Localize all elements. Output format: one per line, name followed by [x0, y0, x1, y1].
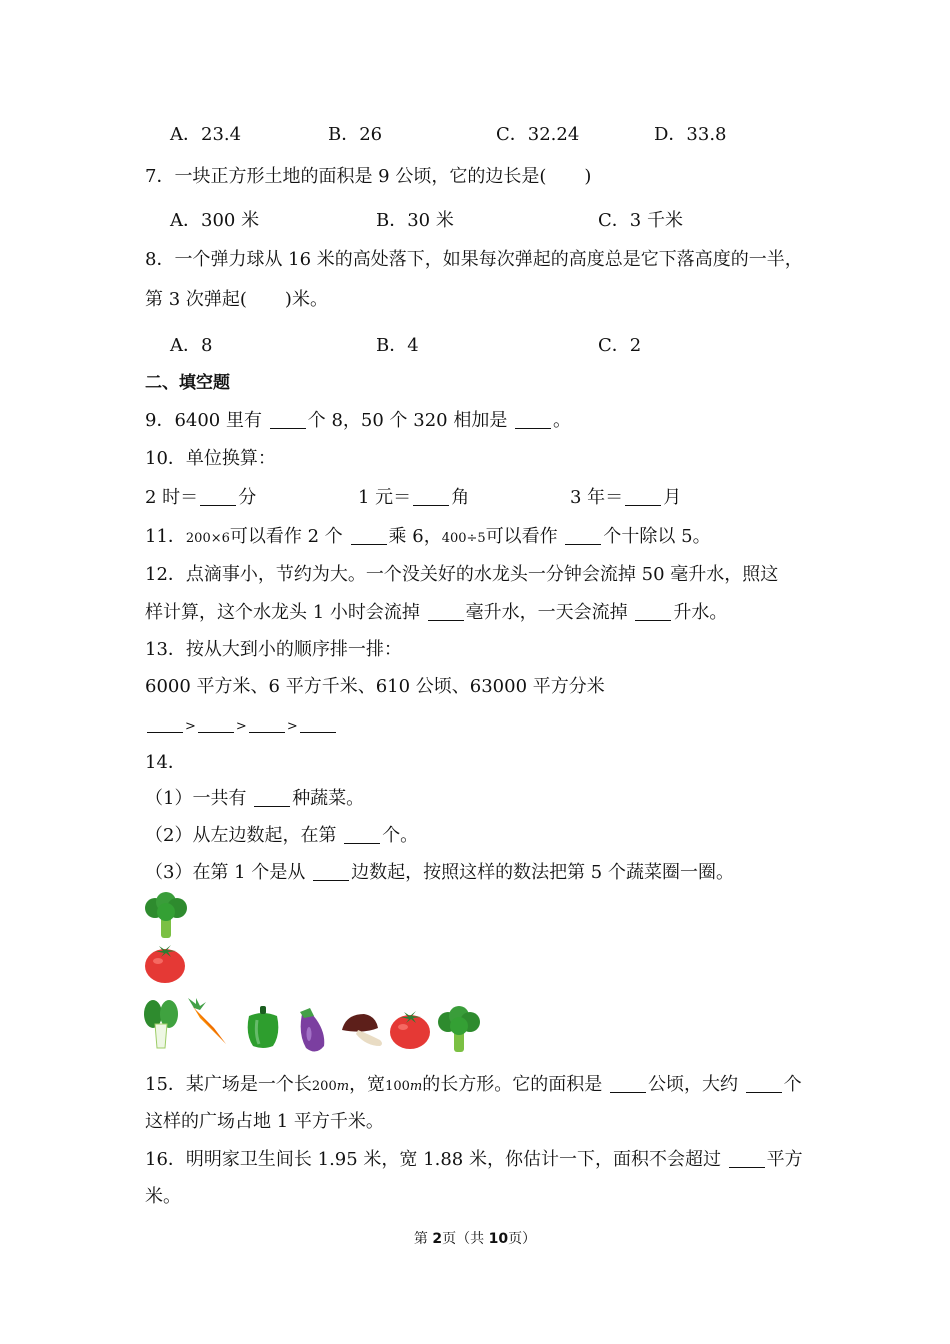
answer-blank[interactable] [270, 410, 306, 429]
q11-question: 11．200×6可以看作 2 个 乘 6，400÷5可以看作 个十除以 5。 [145, 526, 711, 547]
q7-option-a: A．300 米 [170, 210, 260, 231]
answer-blank[interactable] [746, 1074, 782, 1093]
q10-conversion-1: 2 时＝ 分 [145, 487, 257, 508]
q6-option-c: C．32.24 [496, 124, 580, 145]
answer-blank[interactable] [351, 526, 387, 545]
q13-title: 13．按从大到小的顺序排一排： [145, 639, 402, 660]
mushroom-icon [340, 1012, 386, 1048]
q10-title: 10．单位换算： [145, 448, 276, 469]
q14-part1: （1）一共有 种蔬菜。 [145, 788, 365, 809]
q8-option-a: A．8 [170, 335, 213, 356]
q15-line1: 15．某广场是一个长200m，宽100m的长方形。它的面积是 公顷，大约 个 [145, 1074, 802, 1095]
q13-order-blanks: > > > [145, 712, 338, 740]
q13-items: 6000 平方米、6 平方千米、610 公顷、63000 平方分米 [145, 676, 605, 697]
q10-conversion-2: 1 元＝ 角 [358, 487, 470, 508]
q16-line2: 米。 [145, 1186, 181, 1207]
q6-option-b: B．26 [328, 124, 383, 145]
answer-blank[interactable] [565, 526, 601, 545]
q7-option-b: B．30 米 [376, 210, 454, 231]
q8-option-c: C．2 [598, 335, 642, 356]
answer-blank[interactable] [198, 714, 234, 733]
q7-question: 7．一块正方形土地的面积是 9 公顷，它的边长是( ) [145, 166, 592, 187]
answer-blank[interactable] [515, 410, 551, 429]
q14-part2: （2）从左边数起，在第 个。 [145, 825, 419, 846]
carrot-icon [186, 998, 234, 1048]
broccoli-icon [143, 892, 189, 940]
answer-blank[interactable] [313, 862, 349, 881]
q6-option-d: D．33.8 [654, 124, 727, 145]
answer-blank[interactable] [428, 602, 464, 621]
answer-blank[interactable] [413, 487, 449, 506]
green-pepper-icon [245, 1004, 281, 1048]
eggplant-icon [296, 1004, 330, 1054]
q9-question: 9．6400 里有 个 8，50 个 320 相加是 。 [145, 410, 572, 431]
tomato-icon [143, 942, 187, 984]
bok-choy-icon [143, 998, 179, 1050]
tomato-icon [388, 1008, 432, 1050]
answer-blank[interactable] [254, 788, 290, 807]
broccoli-icon [436, 1006, 482, 1054]
q16-line1: 16．明明家卫生间长 1.95 米，宽 1.88 米，你估计一下，面积不会超过 平方 [145, 1149, 803, 1170]
q7-option-c: C．3 千米 [598, 210, 683, 231]
q14-part3: （3）在第 1 个是从 边数起，按照这样的数法把第 5 个蔬菜圈一圈。 [145, 862, 734, 883]
page-footer: 第 2页（共 10页） [413, 1231, 537, 1247]
answer-blank[interactable] [200, 487, 236, 506]
q6-option-a: A．23.4 [170, 124, 242, 145]
answer-blank[interactable] [625, 487, 661, 506]
q12-line2: 样计算，这个水龙头 1 小时会流掉 毫升水，一天会流掉 升水。 [145, 602, 728, 623]
answer-blank[interactable] [635, 602, 671, 621]
q12-line1: 12．点滴事小，节约为大。一个没关好的水龙头一分钟会流掉 50 毫升水，照这 [145, 564, 779, 585]
answer-blank[interactable] [300, 714, 336, 733]
q15-line2: 这样的广场占地 1 平方千米。 [145, 1111, 384, 1132]
section-title: 二、填空题 [145, 373, 230, 393]
q8-line1: 8．一个弹力球从 16 米的高处落下，如果每次弹起的高度总是它下落高度的一半， [145, 249, 803, 270]
q8-option-b: B．4 [376, 335, 419, 356]
answer-blank[interactable] [147, 714, 183, 733]
q14-title: 14． [145, 752, 186, 773]
answer-blank[interactable] [249, 714, 285, 733]
q10-conversion-3: 3 年＝ 月 [570, 487, 682, 508]
answer-blank[interactable] [344, 825, 380, 844]
answer-blank[interactable] [610, 1074, 646, 1093]
answer-blank[interactable] [729, 1149, 765, 1168]
q8-line2: 第 3 次弹起( )米。 [145, 289, 328, 310]
